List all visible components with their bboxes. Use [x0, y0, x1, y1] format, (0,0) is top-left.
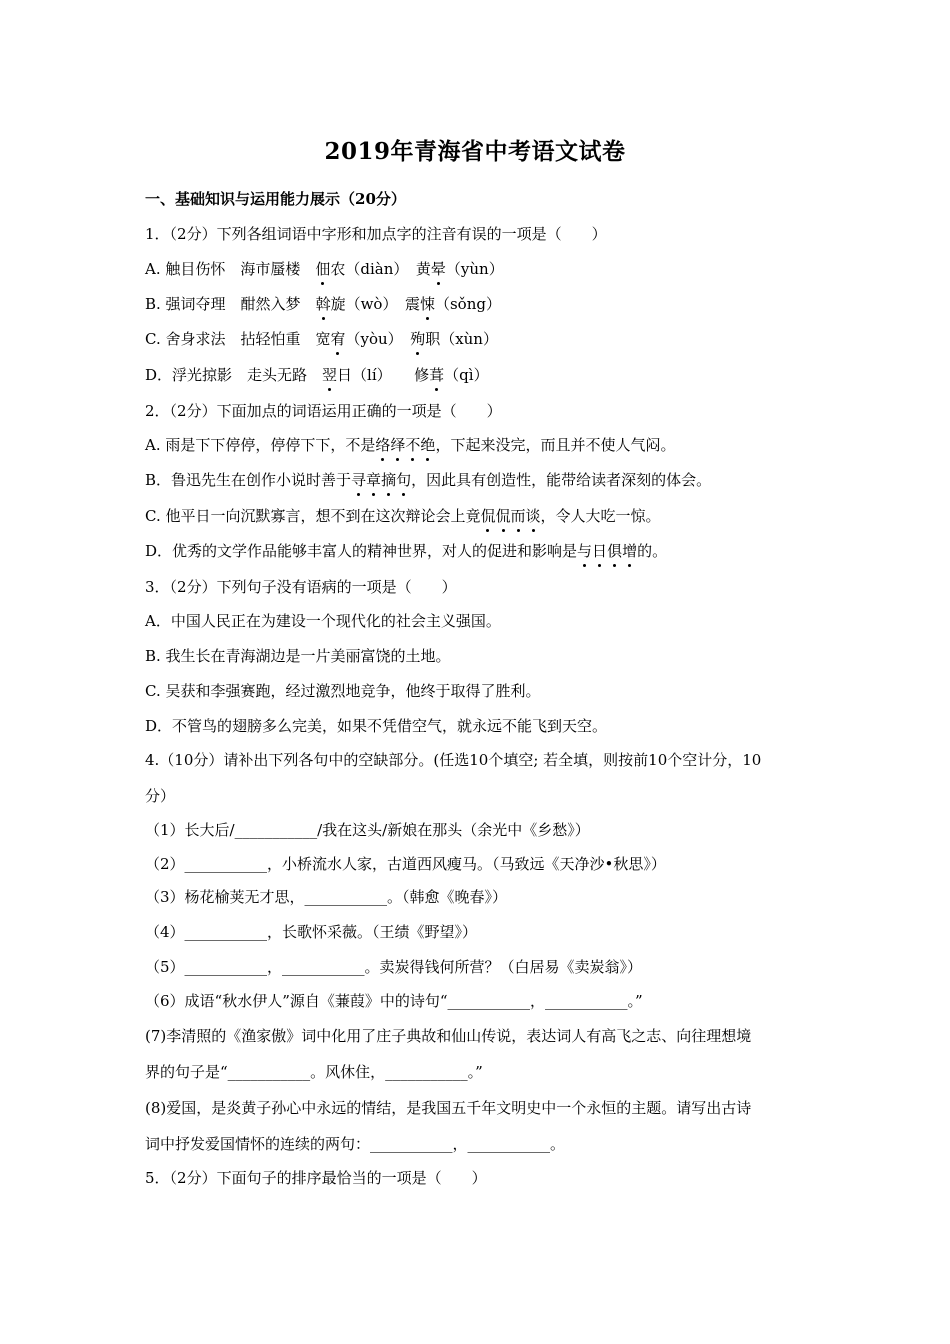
- question-3-option-c: C. 吴获和李强赛跑，经过激烈地竞争，他终于取得了胜利。: [145, 682, 541, 700]
- question-4-stem: 4.（10分）请补出下列各句中的空缺部分。(任选10个填空; 若全填，则按前10个空计分，10: [145, 751, 762, 769]
- option-text: 农（diàn） 黄: [330, 260, 431, 278]
- option-text: 的。: [637, 542, 668, 560]
- question-3-option-d: D．不管鸟的翅膀多么完美，如果不凭借空气，就永远不能飞到天空。: [145, 717, 608, 735]
- dotted-char: 悚: [419, 295, 435, 313]
- option-text: 日（lí） 修: [337, 366, 430, 384]
- option-text: （qì）: [444, 366, 489, 384]
- fill-item: （5）___________，___________。卖炭得钱何所营？（白居易《卖炭翁》）: [145, 958, 643, 976]
- dotted-char: 翌: [322, 366, 338, 384]
- dotted-char: 侃: [480, 507, 496, 525]
- option-text: D．浮光掠影 走头无路: [145, 366, 323, 384]
- option-text: 旋（wò） 震: [330, 295, 420, 313]
- question-1-option-b: [145, 293, 501, 315]
- question-3-stem: 3．（2分）下列句子没有语病的一项是（ ）: [145, 578, 457, 596]
- fill-item: （1）长大后/___________/我在这头/新娘在那头（余光中《乡愁》）: [145, 821, 590, 839]
- dotted-char: 络: [375, 436, 391, 454]
- dotted-char: 殉: [410, 330, 426, 348]
- dotted-char: 绝: [420, 436, 436, 454]
- fill-item: （2）___________，小桥流水人家，古道西风瘦马。（马致远《天净沙•秋思》）: [145, 855, 666, 873]
- dotted-char: 章: [366, 471, 382, 489]
- dotted-char: 而: [510, 507, 526, 525]
- option-text: （yùn）: [445, 260, 504, 278]
- dotted-char: 日: [592, 542, 608, 560]
- question-1-option-c: [145, 328, 498, 350]
- fill-item: 界的句子是“___________。风休住，___________。”: [145, 1063, 483, 1081]
- dotted-char: 不: [405, 436, 421, 454]
- question-5-stem: 5．（2分）下面句子的排序最恰当的一项是（ ）: [145, 1169, 487, 1187]
- option-text: C. 他平日一向沉默寡言，想不到在这次辩论会上竟: [145, 507, 481, 525]
- question-2-option-d: [145, 540, 667, 562]
- option-text: C. 舍身求法 拈轻怕重 宽: [145, 330, 331, 348]
- dotted-char: 寻: [351, 471, 367, 489]
- option-text: ，因此具有创造性，能带给读者深刻的体会。: [411, 471, 712, 489]
- dotted-char: 与: [577, 542, 593, 560]
- dotted-char: 葺: [429, 366, 445, 384]
- option-text: D．优秀的文学作品能够丰富人的精神世界，对人的促进和影响是: [145, 542, 578, 560]
- question-2-option-a: [145, 434, 675, 456]
- question-4-stem-cont: 分）: [145, 787, 176, 805]
- option-text: ，令人大吃一惊。: [540, 507, 661, 525]
- page-title: 2019年青海省中考语文试卷: [324, 138, 626, 165]
- dotted-char: 晕: [430, 260, 446, 278]
- dotted-char: 宥: [330, 330, 346, 348]
- question-3-option-a: A．中国人民正在为建设一个现代化的社会主义强国。: [145, 612, 501, 630]
- option-text: 职（xùn）: [425, 330, 498, 348]
- fill-item: （3）杨花榆荚无才思，___________。（韩愈《晚春》）: [145, 888, 508, 906]
- option-text: ，下起来没完，而且并不使人气闷。: [435, 436, 676, 454]
- question-3-option-b: B. 我生长在青海湖边是一片美丽富饶的土地。: [145, 647, 451, 665]
- question-2-option-c: [145, 505, 661, 527]
- fill-item: (8)爱国，是炎黄子孙心中永远的情结，是我国五千年文明史中一个永恒的主题。请写出古诗: [145, 1099, 752, 1117]
- fill-item: （4）___________，长歌怀采薇。（王绩《野望》）: [145, 923, 478, 941]
- question-1-option-a: [145, 258, 504, 280]
- fill-item: (7)李清照的《渔家傲》词中化用了庄子典故和仙山传说，表达词人有高飞之志、向往理想境: [145, 1027, 752, 1045]
- dotted-char: 谈: [525, 507, 541, 525]
- dotted-char: 绎: [390, 436, 406, 454]
- dotted-char: 侃: [495, 507, 511, 525]
- fill-item: （6）成语“秋水伊人”源自《蒹葭》中的诗句“___________，___________。”: [145, 992, 643, 1010]
- fill-item: 词中抒发爱国情怀的连续的两句：___________，___________。: [145, 1135, 566, 1153]
- dotted-char: 句: [396, 471, 412, 489]
- question-1-option-d: [145, 364, 489, 386]
- option-text: B. 强词夺理 酣然入梦: [145, 295, 316, 313]
- option-text: A. 雨是下下停停，停停下下，不是: [145, 436, 376, 454]
- dotted-char: 俱: [607, 542, 623, 560]
- option-text: （yòu）: [345, 330, 411, 348]
- question-2-stem: 2．（2分）下面加点的词语运用正确的一项是（ ）: [145, 402, 502, 420]
- question-2-option-b: [145, 469, 711, 491]
- option-text: A. 触目伤怀 海市蜃楼: [145, 260, 316, 278]
- question-1-stem: 1．（2分）下列各组词语中字形和加点字的注音有误的一项是（ ）: [145, 225, 607, 243]
- option-text: B．鲁迅先生在创作小说时善于: [145, 471, 352, 489]
- option-text: （sǒng）: [434, 295, 501, 313]
- dotted-char: 增: [622, 542, 638, 560]
- dotted-char: 斡: [315, 295, 331, 313]
- section-heading: 一、基础知识与运用能力展示（20分）: [145, 190, 406, 208]
- dotted-char: 摘: [381, 471, 397, 489]
- dotted-char: 佃: [315, 260, 331, 278]
